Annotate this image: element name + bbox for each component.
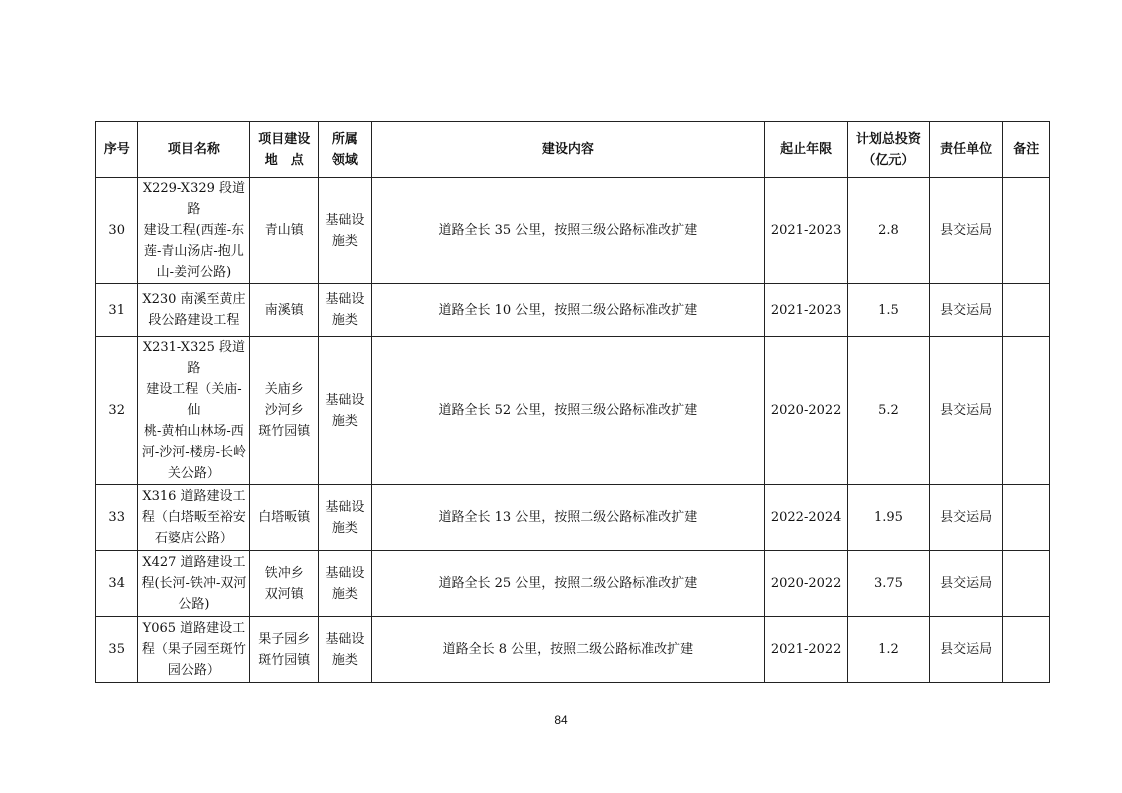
header-investment: 计划总投资 （亿元） bbox=[848, 122, 930, 178]
row-investment: 5.2 bbox=[848, 337, 930, 485]
row-note bbox=[1003, 551, 1050, 617]
row-unit: 县交运局 bbox=[929, 617, 1003, 683]
row-investment: 1.95 bbox=[848, 485, 930, 551]
row-unit: 县交运局 bbox=[929, 337, 1003, 485]
row-seq: 34 bbox=[96, 551, 138, 617]
row-seq: 33 bbox=[96, 485, 138, 551]
row-field: 基础设 施类 bbox=[319, 284, 371, 337]
row-seq: 35 bbox=[96, 617, 138, 683]
table-row bbox=[96, 551, 1050, 617]
header-years: 起止年限 bbox=[765, 122, 848, 178]
row-field: 基础设 施类 bbox=[319, 485, 371, 551]
row-location: 铁冲乡 双河镇 bbox=[250, 551, 319, 617]
row-content: 道路全长 52 公里，按照三级公路标准改扩建 bbox=[371, 337, 765, 485]
row-field: 基础设 施类 bbox=[319, 178, 371, 284]
row-seq: 30 bbox=[96, 178, 138, 284]
table-row bbox=[96, 617, 1050, 683]
row-years: 2021-2023 bbox=[765, 178, 848, 284]
header-location: 项目建设 地 点 bbox=[250, 122, 319, 178]
table-row bbox=[96, 178, 1050, 284]
row-content: 道路全长 35 公里，按照三级公路标准改扩建 bbox=[371, 178, 765, 284]
row-location: 青山镇 bbox=[250, 178, 319, 284]
header-content: 建设内容 bbox=[371, 122, 765, 178]
row-unit: 县交运局 bbox=[929, 485, 1003, 551]
row-years: 2021-2023 bbox=[765, 284, 848, 337]
row-unit: 县交运局 bbox=[929, 284, 1003, 337]
row-field: 基础设 施类 bbox=[319, 551, 371, 617]
row-note bbox=[1003, 485, 1050, 551]
row-years: 2020-2022 bbox=[765, 337, 848, 485]
row-project-name: Y065 道路建设工 程（果子园至斑竹 园公路） bbox=[138, 617, 250, 683]
row-years: 2020-2022 bbox=[765, 551, 848, 617]
row-investment: 3.75 bbox=[848, 551, 930, 617]
row-seq: 31 bbox=[96, 284, 138, 337]
row-project-name: X427 道路建设工 程(长河-铁冲-双河 公路) bbox=[138, 551, 250, 617]
table-row bbox=[96, 485, 1050, 551]
row-content: 道路全长 13 公里，按照二级公路标准改扩建 bbox=[371, 485, 765, 551]
row-project-name: X231-X325 段道路 建设工程（关庙-仙 桃-黄柏山林场-西 河-沙河-楼房-长岭 关公路） bbox=[138, 337, 250, 485]
row-investment: 1.2 bbox=[848, 617, 930, 683]
table-row bbox=[96, 284, 1050, 337]
header-seq: 序号 bbox=[96, 122, 138, 178]
row-note bbox=[1003, 284, 1050, 337]
header-project-name: 项目名称 bbox=[138, 122, 250, 178]
header-field: 所属 领域 bbox=[319, 122, 371, 178]
row-investment: 1.5 bbox=[848, 284, 930, 337]
row-field: 基础设 施类 bbox=[319, 617, 371, 683]
row-project-name: X230 南溪至黄庄 段公路建设工程 bbox=[138, 284, 250, 337]
header-row bbox=[96, 122, 1050, 178]
row-note bbox=[1003, 617, 1050, 683]
row-project-name: X229-X329 段道路 建设工程(西莲-东 莲-青山汤店-抱儿 山-姜河公路) bbox=[138, 178, 250, 284]
row-seq: 32 bbox=[96, 337, 138, 485]
table-row bbox=[96, 337, 1050, 485]
page-number: 84 bbox=[554, 713, 568, 727]
row-content: 道路全长 25 公里，按照二级公路标准改扩建 bbox=[371, 551, 765, 617]
row-location: 白塔畈镇 bbox=[250, 485, 319, 551]
row-content: 道路全长 10 公里，按照二级公路标准改扩建 bbox=[371, 284, 765, 337]
row-years: 2021-2022 bbox=[765, 617, 848, 683]
row-unit: 县交运局 bbox=[929, 551, 1003, 617]
row-content: 道路全长 8 公里，按照二级公路标准改扩建 bbox=[371, 617, 765, 683]
header-unit: 责任单位 bbox=[929, 122, 1003, 178]
row-location: 果子园乡 斑竹园镇 bbox=[250, 617, 319, 683]
row-location: 南溪镇 bbox=[250, 284, 319, 337]
row-investment: 2.8 bbox=[848, 178, 930, 284]
row-unit: 县交运局 bbox=[929, 178, 1003, 284]
row-years: 2022-2024 bbox=[765, 485, 848, 551]
row-note bbox=[1003, 337, 1050, 485]
row-field: 基础设 施类 bbox=[319, 337, 371, 485]
row-project-name: X316 道路建设工 程（白塔畈至裕安 石婆店公路） bbox=[138, 485, 250, 551]
row-note bbox=[1003, 178, 1050, 284]
header-note: 备注 bbox=[1003, 122, 1050, 178]
row-location: 关庙乡 沙河乡 斑竹园镇 bbox=[250, 337, 319, 485]
project-table bbox=[95, 121, 1050, 683]
